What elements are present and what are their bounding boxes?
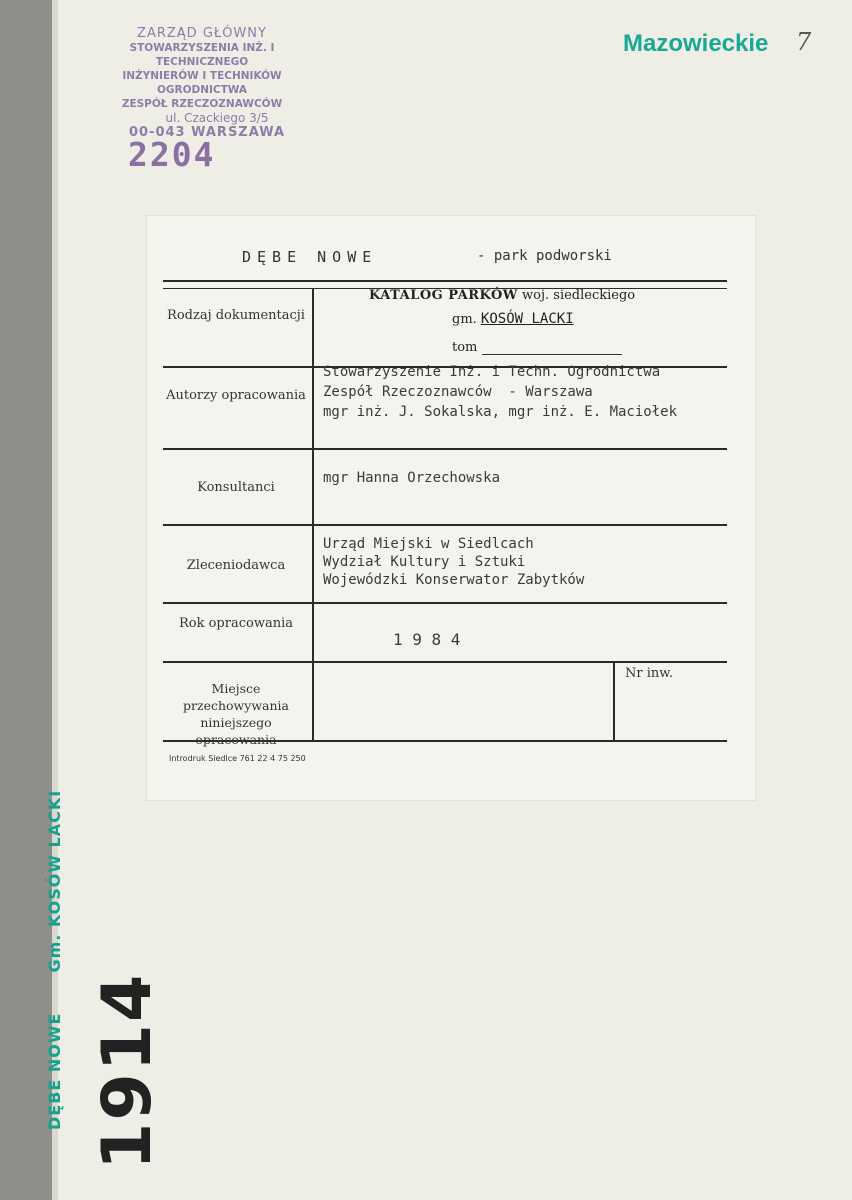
tom-field	[452, 340, 622, 355]
divider	[163, 280, 727, 282]
divider	[163, 524, 727, 526]
row-label-year: Rok opracowania	[178, 616, 293, 631]
stamp-line: ZARZĄD GŁÓWNY	[137, 26, 267, 41]
catalog-card	[147, 216, 755, 800]
row-label-documentation-type: Rodzaj dokumentacji	[167, 308, 305, 323]
region-label: Mazowieckie	[623, 30, 769, 57]
tom-blank	[482, 342, 622, 355]
column-divider	[613, 661, 615, 740]
client-line: Urząd Miejski w Siedlcach	[323, 536, 534, 552]
spine-number: 1914	[88, 972, 167, 1170]
stamp-line: STOWARZYSZENIA INŻ. I TECHNICZNEGO	[129, 42, 275, 68]
printer-imprint: Introdruk Siedlce 761 22 4 75 250	[169, 754, 306, 763]
divider	[163, 661, 727, 663]
year-value: 1 9 8 4	[393, 630, 461, 649]
client-line: Wojewódzki Konserwator Zabytków	[323, 572, 585, 588]
spine-title: DĘBE NOWE	[45, 1012, 64, 1130]
inventory-number-label: Nr inw.	[625, 666, 673, 681]
row-label-authors: Autorzy opracowania	[166, 388, 306, 403]
stamp-address: ul. Czackiego 3/5	[165, 111, 269, 125]
gmina-label: gm.	[452, 312, 477, 327]
region-number: 7	[796, 28, 812, 56]
catalog-title: KATALOG PARKÓW	[369, 288, 518, 303]
stamp-city: 00-043 WARSZAWA	[128, 125, 286, 140]
gmina-value: KOSÓW LACKI	[480, 311, 574, 327]
authors-line: mgr inż. J. Sokalska, mgr inż. E. Maciołek	[323, 404, 678, 420]
row-label-client: Zleceniodawca	[186, 558, 286, 573]
card-title: DĘBE NOWE	[242, 248, 378, 266]
stamp-number: 2204	[128, 135, 216, 174]
institution-stamp	[92, 26, 312, 140]
column-divider	[312, 288, 314, 740]
client-line: Wydział Kultury i Sztuki	[323, 554, 526, 570]
consultant-line: mgr Hanna Orzechowska	[323, 470, 501, 486]
catalog-region: woj. siedleckiego	[522, 288, 636, 303]
row-label-storage: Miejsce przechowywania niniejszego opracowania	[183, 681, 289, 747]
divider	[163, 448, 727, 450]
row-label-consultants: Konsultanci	[197, 480, 275, 495]
spine-label	[45, 790, 64, 1130]
stamp-line: INŻYNIERÓW I TECHNIKÓW OGRODNICTWA	[122, 70, 282, 96]
stamp-line: ZESPÓŁ RZECZOZNAWCÓW	[121, 98, 283, 110]
tom-label: tom	[452, 340, 478, 355]
gmina-field	[452, 311, 574, 327]
catalog-heading	[369, 288, 635, 303]
authors-line: Stowarzyszenie Inż. i Techn. Ogrodnictwa	[323, 364, 661, 380]
card-subtitle: - park podworski	[477, 248, 612, 264]
spine-gmina: Gm. KOSÓW LACKI	[45, 789, 64, 973]
authors-line: Zespół Rzeczoznawców - Warszawa	[323, 384, 593, 400]
divider	[163, 602, 727, 604]
